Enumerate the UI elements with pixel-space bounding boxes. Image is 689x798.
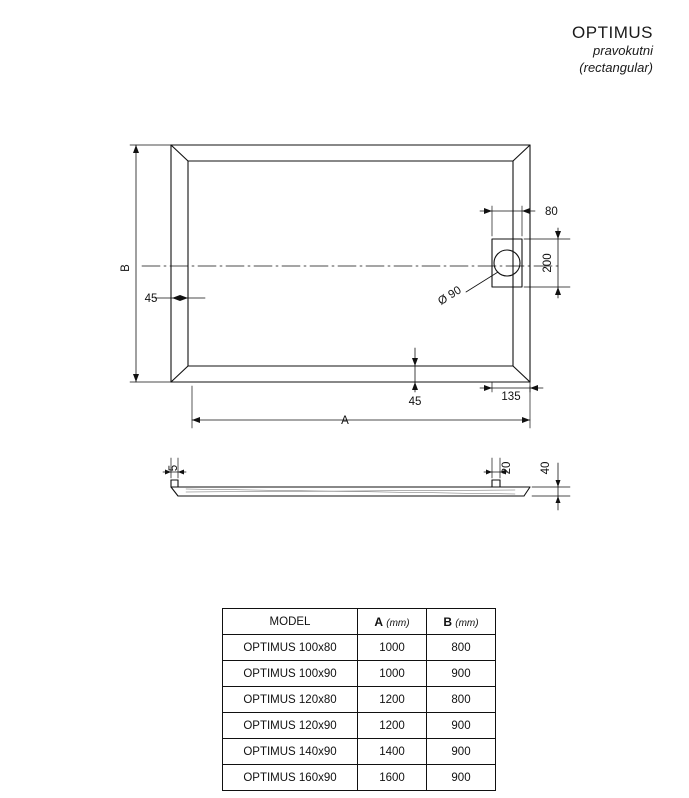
label-dim-200: 200 [542,253,554,273]
label-dim-45-bottom: 45 [408,396,422,408]
cell-model: OPTIMUS 100x80 [223,635,358,661]
header-b-unit: (mm) [455,617,479,629]
label-dim-b: B [120,264,132,272]
cell-b: 900 [427,661,496,687]
label-dim-135: 135 [501,391,521,403]
model-dimensions-table [222,608,496,791]
product-subtitle-en: (rectangular) [579,59,653,75]
table-row [223,765,496,791]
tray-inner-outline [188,161,513,366]
cell-model: OPTIMUS 120x90 [223,713,358,739]
cell-a: 1200 [358,713,427,739]
tray-outer-outline [171,145,530,382]
label-dim-a: A [341,415,349,427]
header-model [223,609,358,635]
cell-a: 1600 [358,765,427,791]
cell-model: OPTIMUS 120x80 [223,687,358,713]
label-dim-40: 40 [540,461,552,475]
cell-a: 1000 [358,635,427,661]
header-a-unit: (mm) [386,617,410,629]
cell-a: 1400 [358,739,427,765]
cell-a: 1200 [358,687,427,713]
table-row [223,661,496,687]
label-dim-20: 20 [501,461,513,475]
cell-b: 900 [427,739,496,765]
product-title: OPTIMUS [572,23,653,42]
cell-b: 900 [427,765,496,791]
label-drain-diameter: Ø 90 [436,284,464,308]
header-a-label: A [374,614,384,629]
cell-model: OPTIMUS 160x90 [223,765,358,791]
table-row [223,635,496,661]
header-b-label: B [443,614,453,629]
header-model-label: MODEL [269,615,311,628]
header-b [427,609,496,635]
cell-model: OPTIMUS 140x90 [223,739,358,765]
cell-model: OPTIMUS 100x90 [223,661,358,687]
product-subtitle-hr: pravokutni [593,43,653,59]
cell-b: 800 [427,687,496,713]
table-row [223,687,496,713]
cell-a: 1000 [358,661,427,687]
table-header-row [223,609,496,635]
table-row [223,739,496,765]
label-dim-80: 80 [545,206,558,218]
drain-box [492,239,522,287]
table-row [223,713,496,739]
cell-b: 800 [427,635,496,661]
cell-b: 900 [427,713,496,739]
label-dim-5: 5 [168,464,180,472]
header-a [358,609,427,635]
drain-leader-line [466,272,498,292]
label-dim-45-left: 45 [144,293,158,305]
